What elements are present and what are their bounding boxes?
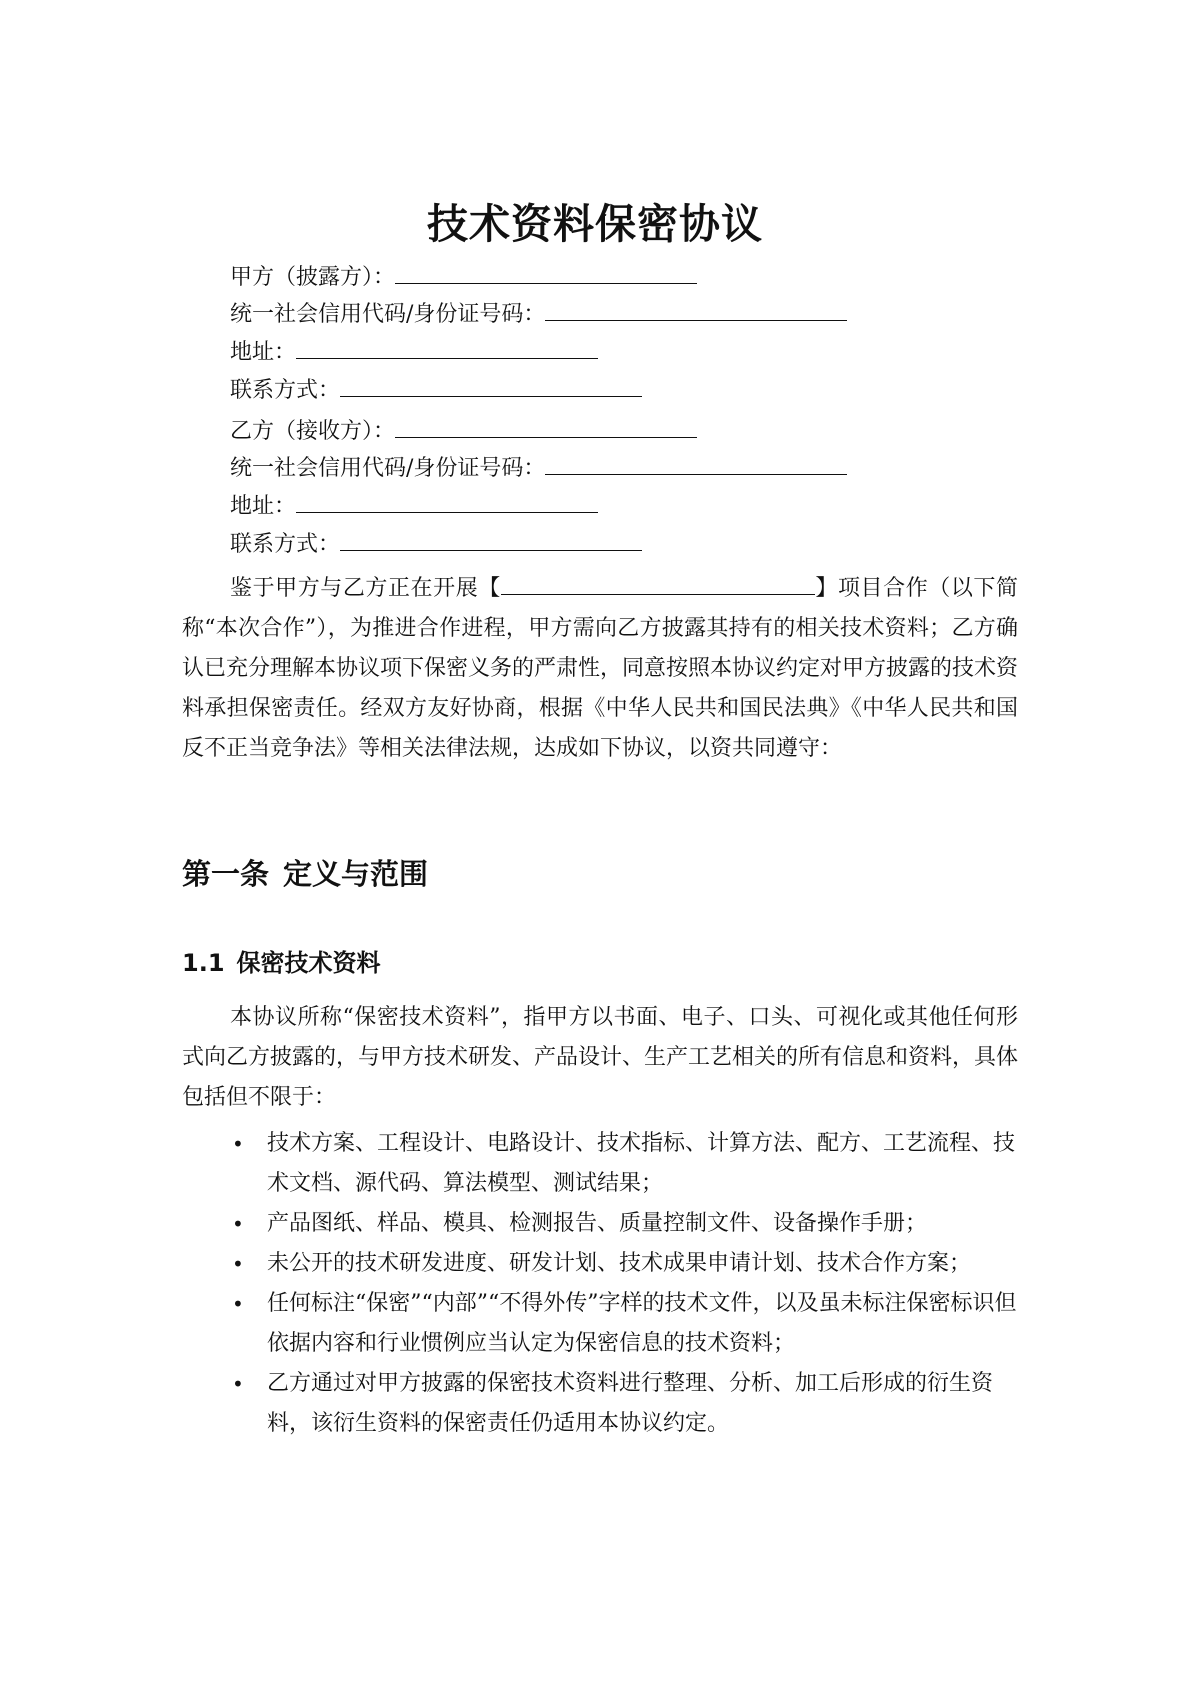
list-item: [232, 1124, 1018, 1204]
party-a-name-blank[interactable]: [395, 259, 697, 284]
project-name-blank[interactable]: [501, 570, 815, 595]
party-b-name-line: [230, 413, 697, 451]
party-a-address-label: 地址：: [230, 340, 297, 365]
article-1-heading: [182, 852, 428, 896]
party-a-address-line: [230, 334, 598, 372]
party-b-name-blank[interactable]: [395, 413, 697, 438]
party-b-name-label: 乙方（接收方）：: [230, 419, 396, 444]
party-a-code-label: 统一社会信用代码/身份证号码：: [230, 302, 546, 327]
list-item-text: 乙方通过对甲方披露的保密技术资料进行整理、分析、加工后形成的衍生资料，该衍生资料的保密责任仍适用本协议约定。: [267, 1371, 994, 1436]
party-a-contact-label: 联系方式：: [230, 378, 341, 403]
party-a-contact-blank[interactable]: [340, 372, 642, 397]
bullet-icon: •: [232, 1212, 244, 1236]
party-b-code-label: 统一社会信用代码/身份证号码：: [230, 456, 546, 481]
bullet-icon: •: [232, 1252, 244, 1276]
party-b-contact-label: 联系方式：: [230, 532, 341, 557]
list-item: [232, 1364, 1018, 1444]
document-title: 技术资料保密协议: [427, 200, 763, 248]
list-item-text: 技术方案、工程设计、电路设计、技术指标、计算方法、配方、工艺流程、技术文档、源代码、算法模型、测试结果；: [267, 1131, 1016, 1196]
list-item: [232, 1204, 1018, 1244]
list-item: [232, 1284, 1018, 1364]
party-b-contact-line: [230, 526, 642, 564]
preamble-text-after: 】项目合作（以下简称“本次合作”），为推进合作进程，甲方需向乙方披露其持有的相关技术资料；乙方确认已充分理解本协议项下保密义务的严肃性，同意按照本协议约定对甲方披露的技术资料承担保密责任。经双方友好协商，根据《中华人民共和国民法典》《中华人民共和国反不正当竞争法》等相关法律法规，达成如下协议，以资共同遵守：: [182, 576, 1019, 761]
party-b-address-line: [230, 488, 598, 526]
party-b-code-blank[interactable]: [545, 450, 847, 475]
section-1-1-intro: 本协议所称“保密技术资料”，指甲方以书面、电子、口头、可视化或其他任何形式向乙方披露的，与甲方技术研发、产品设计、生产工艺相关的所有信息和资料，具体包括但不限于：: [182, 1005, 1019, 1110]
list-item-text: 未公开的技术研发进度、研发计划、技术成果申请计划、技术合作方案；: [267, 1251, 972, 1276]
party-b-contact-blank[interactable]: [340, 526, 642, 551]
bullet-icon: •: [232, 1372, 244, 1396]
party-a-contact-line: [230, 372, 642, 410]
bullet-icon: •: [232, 1292, 244, 1316]
party-a-name-line: [230, 259, 697, 297]
preamble-paragraph: [182, 569, 1018, 769]
confidential-materials-list: [232, 1124, 1018, 1444]
party-a-address-blank[interactable]: [296, 334, 598, 359]
party-b-address-label: 地址：: [230, 494, 297, 519]
party-a-code-blank[interactable]: [545, 296, 847, 321]
list-item-text: 产品图纸、样品、模具、检测报告、质量控制文件、设备操作手册；: [267, 1211, 928, 1236]
section-1-1-title: 保密技术资料: [236, 949, 381, 977]
preamble-text-before: 鉴于甲方与乙方正在开展【: [230, 576, 501, 601]
party-b-code-line: [230, 450, 847, 488]
list-item: [232, 1244, 1018, 1284]
list-item-text: 任何标注“保密”“内部”“不得外传”字样的技术文件，以及虽未标注保密标识但依据内容和行业惯例应当认定为保密信息的技术资料；: [267, 1291, 1017, 1356]
section-1-1-number: 1.1: [182, 949, 225, 977]
party-b-address-blank[interactable]: [296, 488, 598, 513]
party-a-code-line: [230, 296, 847, 334]
bullet-icon: •: [232, 1132, 244, 1156]
article-1-number: 第一条: [182, 857, 270, 891]
article-1-title: 定义与范围: [283, 857, 429, 891]
party-a-name-label: 甲方（披露方）：: [230, 265, 396, 290]
section-1-1-heading: [182, 943, 381, 983]
